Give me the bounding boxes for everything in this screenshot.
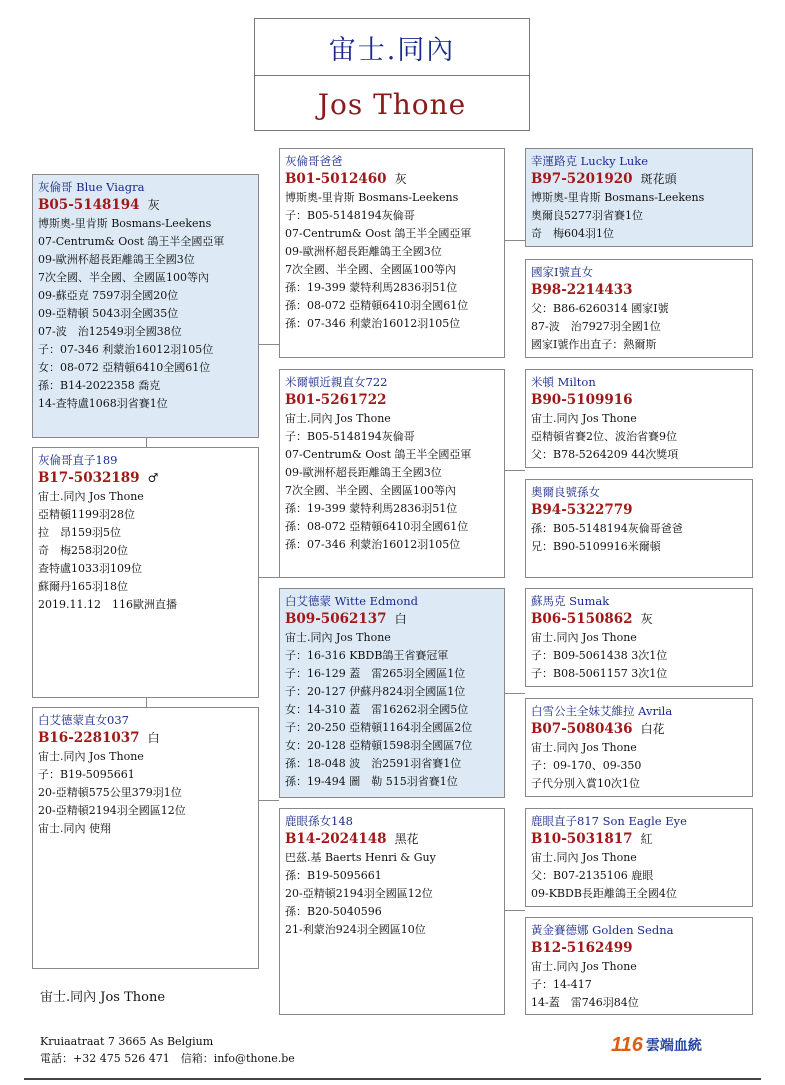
card-line: 孫：B19-5095661 bbox=[285, 869, 382, 882]
card-title: 米爾頓近親直女722 bbox=[285, 375, 388, 389]
card-line: 孫：B20-5040596 bbox=[285, 905, 382, 918]
card-line: 07-Centrum& Oost 鴿王半全國亞軍 bbox=[285, 448, 472, 461]
card-line: 2019.11.12 116歐洲直播 bbox=[38, 598, 177, 611]
connector-subject-son bbox=[146, 437, 147, 447]
card-line: 拉 昂159羽5位 bbox=[38, 526, 121, 539]
ring-number: B16-2281037 bbox=[38, 730, 140, 746]
card-line: 孫：07-346 利蒙治16012羽105位 bbox=[285, 538, 461, 551]
card-line: 07-Centrum& Oost 鴿王半全國亞軍 bbox=[38, 235, 225, 248]
card-title: 黃金賽德娜 Golden Sedna bbox=[531, 923, 674, 937]
ring-number: B06-5150862 bbox=[531, 611, 633, 627]
card-title: 蘇馬克 Sumak bbox=[531, 594, 610, 608]
connector-dd-parents bbox=[505, 910, 525, 911]
card-title: 白艾德蒙直女037 bbox=[38, 713, 129, 727]
card-line: 14-蓋 雷746羽84位 bbox=[531, 996, 639, 1009]
card-line: 宙士.同內 Jos Thone bbox=[531, 412, 637, 425]
pedigree-card-son bbox=[32, 447, 259, 698]
card-line: 孫：19-399 蒙特利馬2836羽51位 bbox=[285, 281, 458, 294]
card-line: 87-波 治7927羽全國1位 bbox=[531, 320, 661, 333]
color-label: 斑花頭 bbox=[640, 172, 677, 186]
ring-number: B98-2214433 bbox=[531, 282, 633, 298]
card-line: 21-利蒙治924羽全國區10位 bbox=[285, 923, 426, 936]
color-label: 白 bbox=[147, 731, 160, 745]
ring-number: B90-5109916 bbox=[531, 392, 633, 408]
color-label: 黑花 bbox=[394, 832, 419, 846]
card-line: 女：20-128 亞精頓1598羽全國區7位 bbox=[285, 739, 473, 752]
card-line: 查特盧1033羽109位 bbox=[38, 562, 142, 575]
card-line: 7次全國、半全國、全國區100等內 bbox=[285, 263, 456, 276]
logo-number: 116 bbox=[611, 1033, 643, 1056]
color-label: 紅 bbox=[640, 832, 653, 846]
card-line: 博斯奧-里肯斯 Bosmans-Leekens bbox=[531, 191, 705, 204]
card-line: 7次全國、半全國、全國區100等內 bbox=[38, 271, 209, 284]
card-title: 灰倫哥直子189 bbox=[38, 453, 118, 467]
connector-sd-parents bbox=[505, 470, 525, 471]
card-line: 奇 梅604羽1位 bbox=[531, 227, 614, 240]
card-line: 兄：B90-5109916米爾頓 bbox=[531, 540, 661, 553]
card-line: 亞精頓1199羽28位 bbox=[38, 508, 135, 521]
card-line: 子：14-417 bbox=[531, 978, 592, 991]
ring-number: B14-2024148 bbox=[285, 831, 387, 847]
card-line: 子：16-316 KBDB鴿王省賽冠軍 bbox=[285, 649, 449, 662]
card-line: 孫：19-399 蒙特利馬2836羽51位 bbox=[285, 502, 458, 515]
card-line: 宙士.同內 Jos Thone bbox=[531, 960, 637, 973]
card-title: 鹿眼孫女148 bbox=[285, 814, 353, 828]
connector-ds-parents bbox=[505, 693, 525, 694]
card-line: 子：20-127 伊蘇丹824羽全國區1位 bbox=[285, 685, 466, 698]
logo-text: 雲端血統 bbox=[645, 1037, 702, 1053]
connector-ss-parents bbox=[505, 240, 525, 241]
card-line: 父：B07-2135106 鹿眼 bbox=[531, 869, 654, 882]
breeder-name: 宙士.同內 Jos Thone bbox=[40, 990, 166, 1005]
card-line: 宙士.同內 Jos Thone bbox=[38, 750, 144, 763]
bottom-divider bbox=[24, 1078, 761, 1080]
card-line: 子：B05-5148194灰倫哥 bbox=[285, 209, 415, 222]
card-title: 鹿眼直子817 Son Eagle Eye bbox=[531, 814, 687, 828]
pedigree-card-dsd bbox=[525, 698, 753, 797]
pedigree-card-ssd bbox=[525, 259, 753, 358]
card-line: 孫：B05-5148194灰倫哥爸爸 bbox=[531, 522, 683, 535]
card-title: 白艾德蒙 Witte Edmond bbox=[285, 594, 419, 608]
pedigree-card-sds bbox=[525, 369, 753, 468]
breeder-contact bbox=[40, 1033, 295, 1067]
card-title: 幸運路克 Lucky Luke bbox=[531, 154, 649, 168]
ring-number: B12-5162499 bbox=[531, 940, 633, 956]
ring-number: B17-5032189 bbox=[38, 470, 140, 486]
card-line: 09-亞精頓 5043羽全國35位 bbox=[38, 307, 179, 320]
card-line: 奇 梅258羽20位 bbox=[38, 544, 128, 557]
owner-name-chinese: 宙士.同內 bbox=[255, 19, 529, 76]
owner-name-english: Jos Thone bbox=[317, 87, 467, 121]
card-line: 巴茲.基 Baerts Henri & Guy bbox=[285, 851, 436, 864]
card-line: 宙士.同內 使翔 bbox=[38, 822, 111, 835]
pedigree-card-dds bbox=[525, 808, 753, 907]
card-line: 宙士.同內 Jos Thone bbox=[285, 631, 391, 644]
site-logo[interactable] bbox=[611, 1030, 723, 1060]
card-line: 子：09-170、09-350 bbox=[531, 759, 642, 772]
card-line: 09-歐洲杯超長距離鴿王全國3位 bbox=[285, 245, 442, 258]
card-line: 國家Ⅰ號作出直子：熱爾斯 bbox=[531, 338, 657, 351]
connector-son-dam bbox=[146, 697, 147, 707]
card-line: 宙士.同內 Jos Thone bbox=[531, 631, 637, 644]
card-line: 孫：18-048 波 治2591羽省賽1位 bbox=[285, 757, 462, 770]
pedigree-card-sss bbox=[525, 148, 753, 247]
card-line: 宙士.同內 Jos Thone bbox=[531, 851, 637, 864]
card-line: 20-亞精頓2194羽全國區12位 bbox=[285, 887, 433, 900]
pedigree-card-subject bbox=[32, 174, 259, 438]
color-label: 灰 bbox=[147, 198, 160, 212]
color-label: 灰 bbox=[394, 172, 407, 186]
pedigree-card-dss bbox=[525, 588, 753, 687]
card-line: 女：08-072 亞精頓6410全國61位 bbox=[38, 361, 211, 374]
card-line: 09-歐洲杯超長距離鴿王全國3位 bbox=[285, 466, 442, 479]
card-line: 09-KBDB長距離鴿王全國4位 bbox=[531, 887, 677, 900]
ring-number: B09-5062137 bbox=[285, 611, 387, 627]
card-line: 子代分別入賞10次1位 bbox=[531, 777, 640, 790]
color-label: 白花 bbox=[640, 722, 665, 736]
card-line: 07-波 治12549羽全國38位 bbox=[38, 325, 182, 338]
pedigree-card-sire-sire bbox=[279, 148, 505, 358]
card-line: 7次全國、半全國、全國區100等內 bbox=[285, 484, 456, 497]
ring-number: B05-5148194 bbox=[38, 197, 140, 213]
card-line: 孫：08-072 亞精頓6410羽全國61位 bbox=[285, 520, 469, 533]
ring-number: B94-5322779 bbox=[531, 502, 633, 518]
color-label: 白 bbox=[394, 612, 407, 626]
ring-number: B97-5201920 bbox=[531, 171, 633, 187]
pedigree-card-dam-sire bbox=[279, 588, 505, 798]
card-line: 07-Centrum& Oost 鴿王半全國亞軍 bbox=[285, 227, 472, 240]
card-line: 09-歐洲杯超長距離鴿王全國3位 bbox=[38, 253, 195, 266]
card-line: 子：B19-5095661 bbox=[38, 768, 135, 781]
connector-subject-sire bbox=[259, 344, 279, 345]
ring-number: B07-5080436 bbox=[531, 721, 633, 737]
pedigree-card-dam-dam bbox=[279, 808, 505, 1015]
address: Kruiaatraat 7 3665 As Belgium bbox=[40, 1035, 214, 1048]
card-line: 子：B05-5148194灰倫哥 bbox=[285, 430, 415, 443]
card-line: 子：16-129 蓋 雷265羽全國區1位 bbox=[285, 667, 466, 680]
card-title: 米頓 Milton bbox=[531, 375, 596, 389]
ring-number: B10-5031817 bbox=[531, 831, 633, 847]
color-label: 灰 bbox=[640, 612, 653, 626]
ring-number: B01-5261722 bbox=[285, 392, 387, 408]
card-line: 奧爾良5277羽省賽1位 bbox=[531, 209, 643, 222]
sex-symbol: ♂ bbox=[147, 471, 159, 485]
card-line: 宙士.同內 Jos Thone bbox=[285, 412, 391, 425]
connector-dam-parents bbox=[259, 800, 279, 801]
card-title: 灰倫哥 Blue Viagra bbox=[38, 180, 145, 194]
card-line: 宙士.同內 Jos Thone bbox=[531, 741, 637, 754]
card-title: 白雪公主全妹艾維拉 Avrila bbox=[531, 704, 673, 718]
header-box bbox=[254, 18, 530, 131]
phone-email: 電話：+32 475 526 471 信箱：info@thone.be bbox=[40, 1052, 295, 1065]
card-title: 奧爾良號孫女 bbox=[531, 485, 600, 499]
card-line: 子：20-250 亞精頓1164羽全國區2位 bbox=[285, 721, 473, 734]
card-line: 09-蘇亞克 7597羽全國20位 bbox=[38, 289, 179, 302]
card-title: 灰倫哥爸爸 bbox=[285, 154, 343, 168]
card-line: 20-亞精頓2194羽全國區12位 bbox=[38, 804, 186, 817]
card-line: 孫：B14-2022358 喬克 bbox=[38, 379, 161, 392]
card-line: 20-亞精頓575公里379羽1位 bbox=[38, 786, 182, 799]
card-line: 孫：08-072 亞精頓6410羽全國61位 bbox=[285, 299, 469, 312]
card-line: 亞精頓省賽2位、波治省賽9位 bbox=[531, 430, 677, 443]
card-line: 女：14-310 蓋 雷16262羽全國5位 bbox=[285, 703, 469, 716]
card-title: 國家Ⅰ號直女 bbox=[531, 265, 594, 279]
card-line: 孫：19-494 圖 勒 515羽省賽1位 bbox=[285, 775, 458, 788]
pedigree-card-ddd bbox=[525, 917, 753, 1015]
card-line: 子：B08-5061157 3次1位 bbox=[531, 667, 668, 680]
card-line: 博斯奧-里肯斯 Bosmans-Leekens bbox=[38, 217, 212, 230]
card-line: 父：B78-5264209 44次獎項 bbox=[531, 448, 679, 461]
card-line: 子：07-346 利蒙治16012羽105位 bbox=[38, 343, 214, 356]
pedigree-card-sire-dam bbox=[279, 369, 505, 578]
card-line: 14-查特盧1068羽省賽1位 bbox=[38, 397, 168, 410]
card-line: 蘇爾丹165羽18位 bbox=[38, 580, 128, 593]
card-line: 父：B86-6260314 國家Ⅰ號 bbox=[531, 302, 669, 315]
ring-number: B01-5012460 bbox=[285, 171, 387, 187]
card-line: 孫：07-346 利蒙治16012羽105位 bbox=[285, 317, 461, 330]
pedigree-card-sdd bbox=[525, 479, 753, 578]
card-line: 宙士.同內 Jos Thone bbox=[38, 490, 144, 503]
connector-son-dam-pair bbox=[259, 577, 279, 578]
card-line: 子：B09-5061438 3次1位 bbox=[531, 649, 668, 662]
card-line: 博斯奧-里肯斯 Bosmans-Leekens bbox=[285, 191, 459, 204]
pedigree-card-dam bbox=[32, 707, 259, 969]
